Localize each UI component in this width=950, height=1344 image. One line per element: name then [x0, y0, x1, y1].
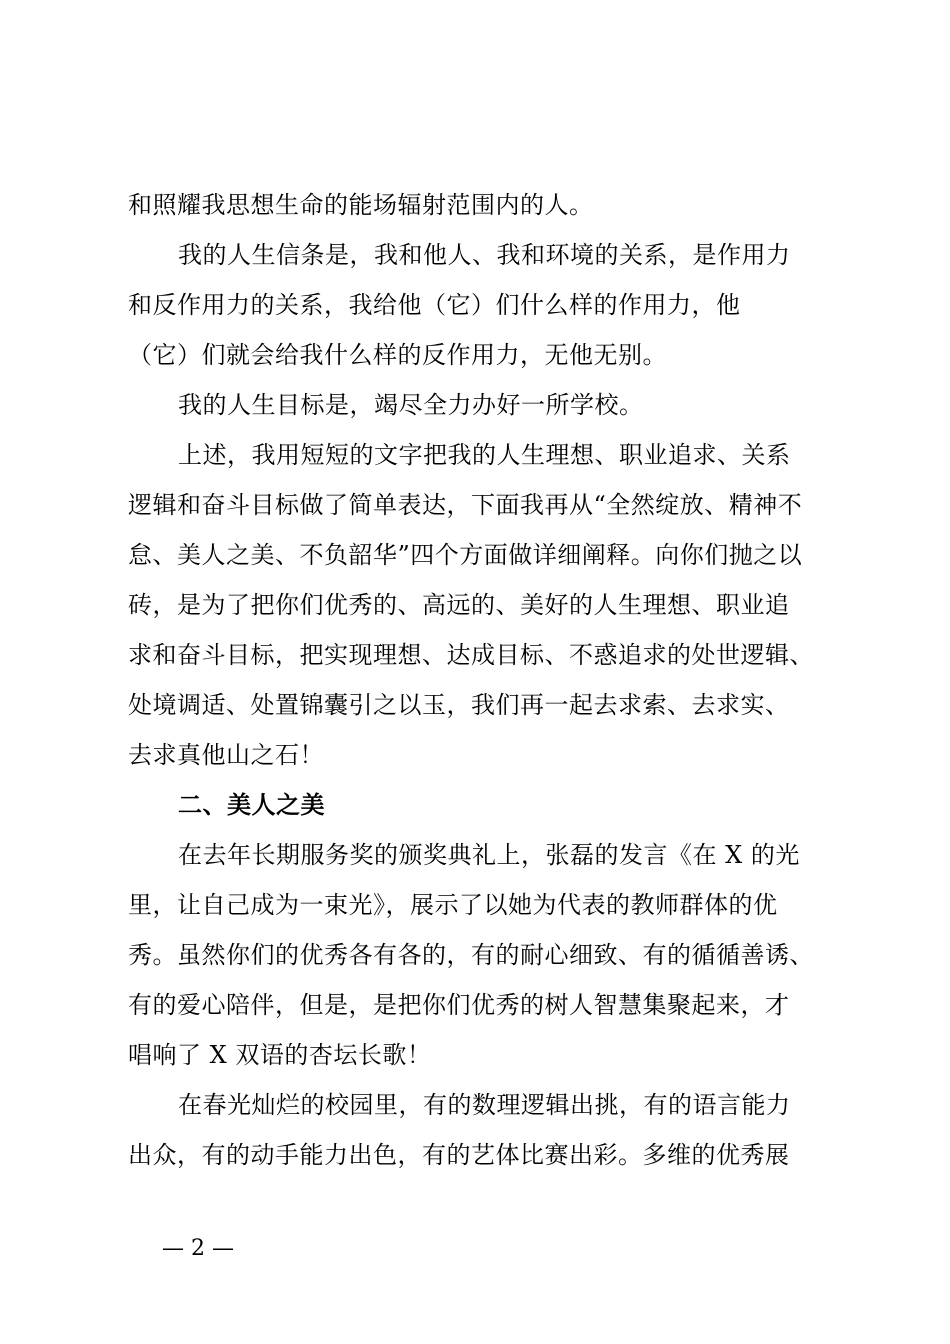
text-line: 和照耀我思想生命的能场辐射范围内的人。	[128, 191, 594, 219]
paragraph-line: 我的人生信条是，我和他人、我和环境的关系，是作用力	[178, 241, 791, 269]
text-line: 怠、美人之美、不负韶华”四个方面做详细阐释。向你们抛之以	[128, 541, 803, 569]
paragraph-line: 在春光灿烂的校园里，有的数理逻辑出挑，有的语言能力	[178, 1091, 791, 1119]
text-line: 和反作用力的关系，我给他（它）们什么样的作用力，他	[128, 291, 741, 319]
paragraph-line: 上述，我用短短的文字把我的人生理想、职业追求、关系	[178, 441, 791, 469]
paragraph-line: 在去年长期服务奖的颁奖典礼上，张磊的发言《在 X 的光	[178, 841, 800, 869]
text-line: 逻辑和奋斗目标做了简单表达，下面我再从“全然绽放、精神不	[128, 491, 803, 519]
text-line: （它）们就会给我什么样的反作用力，无他无别。	[128, 341, 667, 369]
page-number: — 2 —	[162, 1236, 234, 1261]
text-line: 处境调适、处置锦囊引之以玉，我们再一起去求索、去求实、	[128, 691, 790, 719]
text-line: 出众，有的动手能力出色，有的艺体比赛出彩。多维的优秀展	[128, 1141, 790, 1169]
text-line: 砖，是为了把你们优秀的、高远的、美好的人生理想、职业追	[128, 591, 790, 619]
paragraph-line: 我的人生目标是，竭尽全力办好一所学校。	[178, 391, 644, 419]
text-line: 里，让自己成为一束光》，展示了以她为代表的教师群体的优	[128, 891, 778, 919]
text-line: 有的爱心陪伴，但是，是把你们优秀的树人智慧集聚起来，才	[128, 991, 790, 1019]
text-line: 唱响了 X 双语的杏坛长歌！	[128, 1041, 432, 1069]
text-line: 求和奋斗目标，把实现理想、达成目标、不惑追求的处世逻辑、	[128, 641, 814, 669]
text-line: 去求真他山之石！	[128, 741, 324, 769]
section-heading: 二、美人之美	[178, 791, 325, 819]
text-line: 秀。虽然你们的优秀各有各的，有的耐心细致、有的循循善诱、	[128, 941, 814, 969]
body-text	[128, 180, 848, 1180]
